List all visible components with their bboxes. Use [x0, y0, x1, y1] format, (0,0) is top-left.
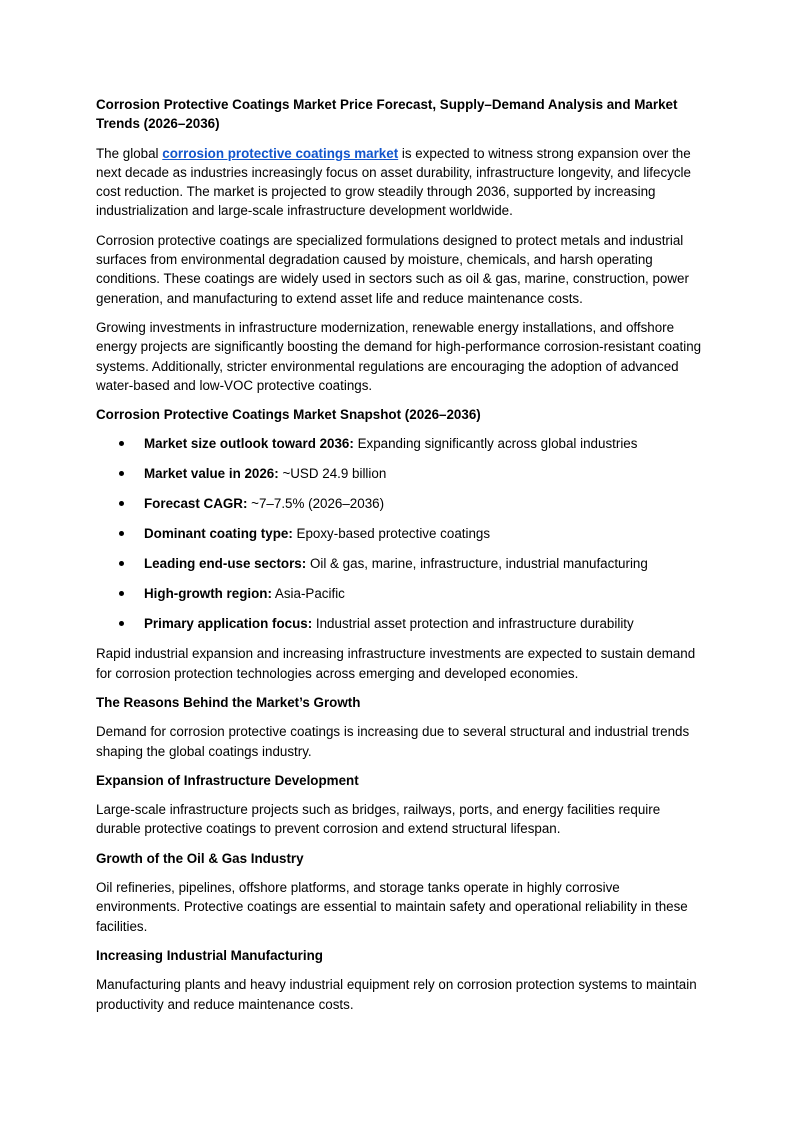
snapshot-item-application: [96, 614, 702, 633]
snapshot-label: Forecast CAGR:: [144, 496, 248, 512]
investment-paragraph: Growing investments in infrastructure modernization, renewable energy installations, and offshore energy projects are significantly boosting the demand for high-performance corrosion-resistant coating systems. Additionally, stricter environmental regulations are encouraging the adoption of advanced water-based and low-VOC protective coatings.: [96, 319, 702, 393]
snapshot-item-market-value: [96, 464, 702, 483]
bullet-icon: [119, 501, 124, 506]
bullet-icon: [119, 471, 124, 476]
manufacturing-heading: Increasing Industrial Manufacturing: [96, 947, 323, 963]
snapshot-item-coating-type: [96, 524, 702, 543]
infrastructure-paragraph: Large-scale infrastructure projects such as bridges, railways, ports, and energy facilities require durable protective coatings to prevent corrosion and extend structural lifespan.: [96, 802, 661, 837]
infrastructure-heading: Expansion of Infrastructure Development: [96, 772, 359, 788]
manufacturing-paragraph: Manufacturing plants and heavy industrial equipment rely on corrosion protection systems to maintain productivity and reduce maintenance costs.: [96, 977, 697, 1012]
snapshot-item-end-use: [96, 554, 702, 573]
snapshot-value: Oil & gas, marine, infrastructure, industrial manufacturing: [306, 556, 648, 572]
snapshot-value: Industrial asset protection and infrastructure durability: [312, 616, 634, 632]
bullet-icon: [119, 591, 124, 596]
bullet-icon: [119, 561, 124, 566]
snapshot-label: Market size outlook toward 2036:: [144, 436, 354, 452]
snapshot-label: Market value in 2026:: [144, 466, 279, 482]
bullet-icon: [119, 441, 124, 446]
outlook-paragraph: Rapid industrial expansion and increasing infrastructure investments are expected to sustain demand for corrosion protection technologies across emerging and developed economies.: [96, 646, 696, 681]
snapshot-label: Leading end-use sectors:: [144, 556, 307, 572]
snapshot-list: [96, 434, 702, 633]
snapshot-value: Asia-Pacific: [271, 586, 345, 602]
snapshot-item-market-size: [96, 434, 702, 453]
snapshot-value: ~USD 24.9 billion: [278, 466, 387, 482]
intro-text-end: is expected to witness strong expansion over the next decade as industries increasingly focus on asset durability, infrastructure longevity, and lifecycle cost reduction. The market is projected to grow steadily through 2036, supported by increasing industrialization and large-scale infrastructure development worldwide.: [96, 145, 691, 219]
document-page: [96, 95, 702, 1024]
intro-text-start: The global: [96, 145, 163, 161]
bullet-icon: [119, 531, 124, 536]
snapshot-label: Dominant coating type:: [144, 526, 293, 542]
snapshot-item-region: [96, 584, 702, 603]
growth-heading: The Reasons Behind the Market’s Growth: [96, 694, 361, 710]
snapshot-heading: Corrosion Protective Coatings Market Snapshot (2026–2036): [96, 407, 481, 423]
intro-paragraph: [96, 144, 702, 221]
oil-gas-heading: Growth of the Oil & Gas Industry: [96, 850, 304, 866]
snapshot-value: Epoxy-based protective coatings: [292, 526, 491, 542]
snapshot-item-cagr: [96, 494, 702, 513]
growth-paragraph: Demand for corrosion protective coatings is increasing due to several structural and industrial trends shaping the global coatings industry.: [96, 724, 690, 759]
market-link[interactable]: corrosion protective coatings market: [162, 145, 399, 161]
snapshot-value: ~7–7.5% (2026–2036): [247, 496, 385, 512]
snapshot-label: Primary application focus:: [144, 616, 313, 632]
snapshot-label: High-growth region:: [144, 586, 272, 602]
oil-gas-paragraph: Oil refineries, pipelines, offshore platforms, and storage tanks operate in highly corrosive environments. Protective coatings are essential to maintain safety and operational reliability in these facilities.: [96, 880, 688, 934]
snapshot-value: Expanding significantly across global industries: [353, 436, 638, 452]
bullet-icon: [119, 621, 124, 626]
document-title: Corrosion Protective Coatings Market Price Forecast, Supply–Demand Analysis and Market Trends (2026–2036): [96, 97, 678, 132]
definition-paragraph: Corrosion protective coatings are specialized formulations designed to protect metals and industrial surfaces from environmental degradation caused by moisture, chemicals, and harsh operating conditions. These coatings are widely used in sectors such as oil & gas, marine, construction, power generation, and manufacturing to extend asset life and reduce maintenance costs.: [96, 232, 689, 306]
